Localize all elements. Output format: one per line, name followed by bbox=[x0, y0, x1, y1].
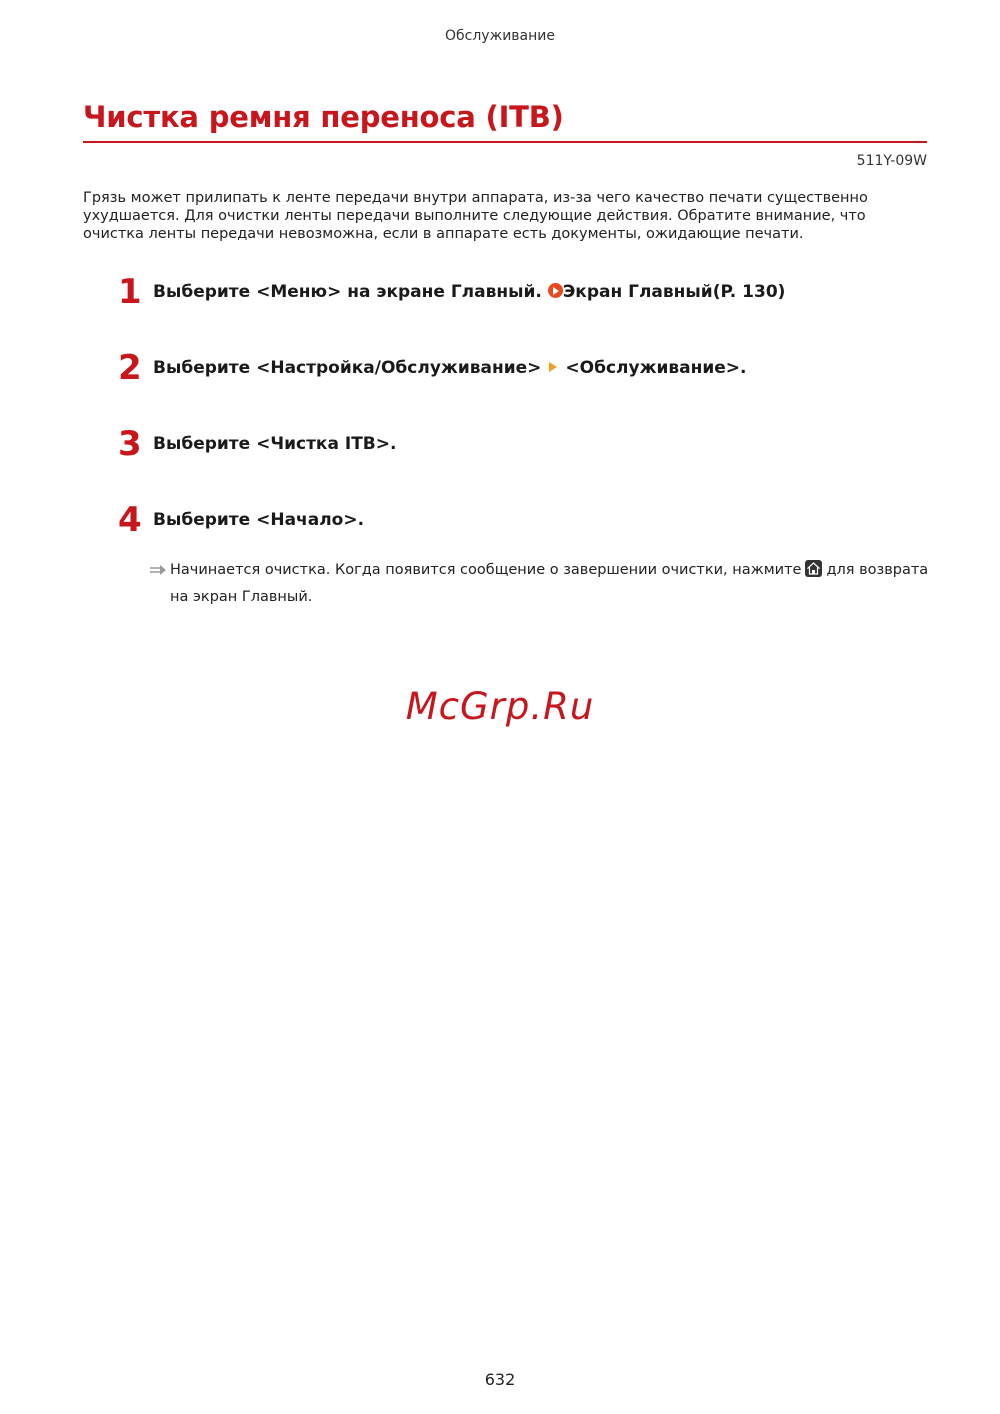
triangle-right-icon bbox=[549, 362, 557, 372]
step-number: 4 bbox=[118, 500, 142, 540]
step-instruction: Выберите <Меню> на экране Главный. bbox=[153, 282, 542, 302]
result-text-start: Начинается очистка. Когда появится сообщение о завершении очистки, нажмите bbox=[170, 562, 802, 578]
step-2 bbox=[118, 349, 938, 389]
step-result bbox=[150, 557, 930, 611]
title-rule bbox=[83, 141, 927, 143]
step-number: 1 bbox=[118, 272, 142, 312]
step-number: 2 bbox=[118, 348, 142, 388]
step-instruction: Выберите <Настройка/Обслуживание> bbox=[153, 358, 542, 378]
running-header: Обслуживание bbox=[445, 28, 555, 44]
step-text bbox=[153, 358, 747, 378]
step-instruction-continued: <Обслуживание>. bbox=[565, 358, 747, 378]
step-instruction: Выберите <Чистка ITB>. bbox=[153, 434, 397, 454]
step-3 bbox=[118, 425, 938, 465]
step-1 bbox=[118, 273, 938, 313]
result-text bbox=[170, 557, 930, 611]
step-number: 3 bbox=[118, 424, 142, 464]
page-number: 632 bbox=[484, 1370, 516, 1389]
step-instruction: Выберите <Начало>. bbox=[153, 510, 365, 530]
step-4 bbox=[118, 501, 938, 541]
intro-paragraph: Грязь может прилипать к ленте передачи внутри аппарата, из-за чего качество печати существенно ухудшается. Для очистки ленты передачи выполните следующие действия. Обратите внимание, что очистка ленты передачи невозможна, если в аппарате есть документы, ожидающие печати. bbox=[83, 190, 868, 242]
home-screen-link[interactable]: Экран Главный(P. 130) bbox=[562, 282, 786, 302]
watermark: McGrp.Ru bbox=[405, 685, 595, 728]
play-circle-icon[interactable] bbox=[548, 283, 563, 298]
home-icon bbox=[805, 560, 822, 577]
page-title: Чистка ремня переноса (ITB) bbox=[83, 100, 564, 134]
result-text-end: для возврата на экран Главный. bbox=[170, 562, 929, 605]
document-code: 511Y-09W bbox=[856, 153, 927, 169]
step-text bbox=[153, 282, 785, 302]
double-arrow-icon bbox=[150, 565, 166, 575]
